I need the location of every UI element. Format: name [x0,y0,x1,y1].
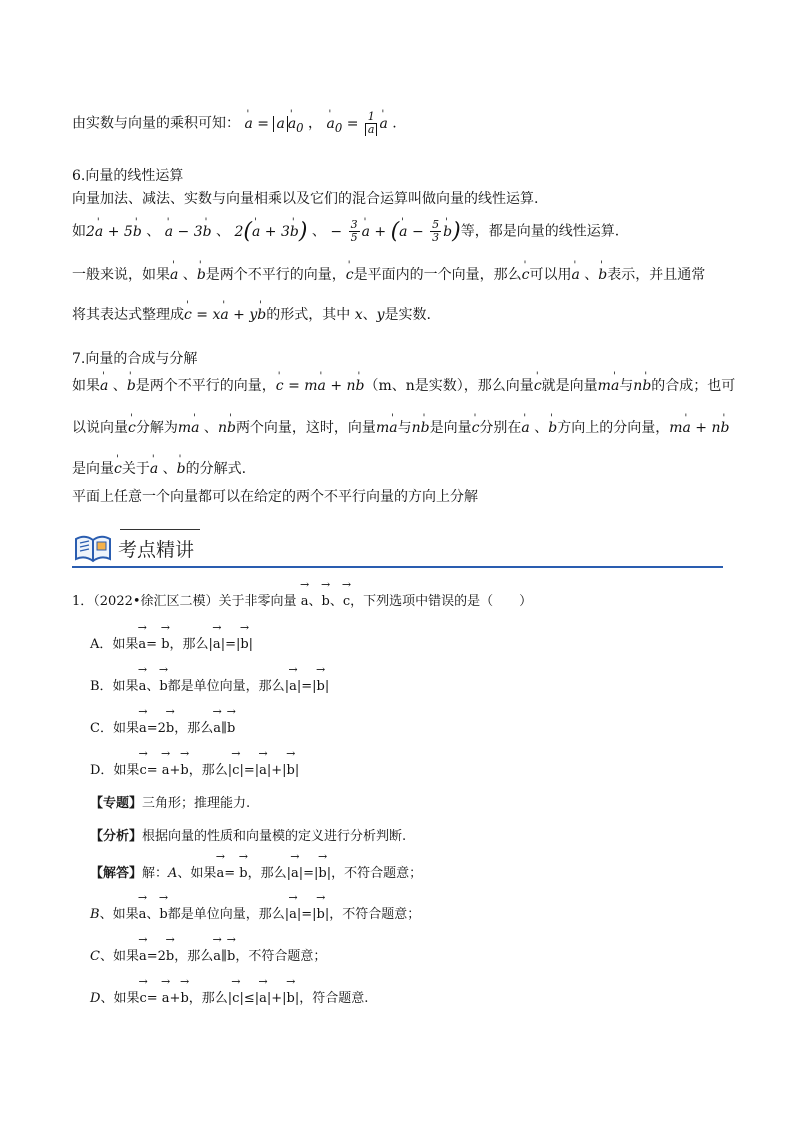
section7-line3: 是向量' c关于' a 、' b的分解式. [72,459,246,479]
section-header-title: 考点精讲 [118,539,195,561]
answer-b: B、如果→ a、→ b都是单位向量，那么|→ a|=|→ b|，不符合题意； [90,903,420,925]
topic-line: 【专题】三角形；推理能力. [90,796,251,811]
option-a: A．如果→ a= → b，那么|→ a|=|→ b| [90,633,253,655]
section6-para2: 将其表达式整理成' c = x' a + y' b的形式，其中 x、y是实数. [72,305,431,325]
section7-title: 7.向量的合成与分解 [72,351,198,367]
answer-d: D、如果→ c= → a+→ b，那么|→ c|≤|→ a|+|→ b|，符合题意. [90,987,368,1009]
answer-c: C、如果→ a=2→ b，那么→ a∥→ b，不符合题意； [90,945,326,967]
section6-examples: 如2' a + 5' b 、 ' a − 3' b 、 2(' a + 3' b) 、 − $\frac{3}{5}$ ' a + (' a − $\frac{5}{3}$ ' b)等，都是向量的线性运算. [72,219,619,244]
section6-title: 6.向量的线性运算 [72,168,184,184]
answer-a: 【解答】解：A、如果→ a= → b，那么|→ a|=|→ b|，不符合题意； [90,862,422,884]
section7-line4: 平面上任意一个向量都可以在给定的两个不平行向量的方向上分解 [72,489,478,505]
header-top-rule [120,529,200,530]
section7-line2: 以说向量' c分解为m' a 、n' b两个向量，这时，向量m' a与n' b是向量' c分别在' a 、' b方向上的分向量，m' a + n' b [72,418,729,438]
header-underline [72,566,723,568]
question-stem: 1．（2022•徐汇区二模）关于非零向量 → a、→ b、→ c，下列选项中错误的是（ ） [72,590,532,612]
section6-para1: 一般来说，如果' a 、' b是两个不平行的向量，' c是平面内的一个向量，那么' c可以用' a 、' b表示，并且通常 [72,265,705,285]
analysis-line: 【分析】根据向量的性质和向量模的定义进行分析判断. [90,829,407,844]
option-d: D．如果→ c= → a+→ b，那么|→ c|=|→ a|+|→ b| [90,759,299,781]
section7-line1: 如果' a 、' b是两个不平行的向量，' c = m' a + n' b（m、n是实数），那么向量' c就是向量m' a与n' b的合成；也可 [72,376,735,396]
section6-desc: 向量加法、减法、实数与向量相乘以及它们的混合运算叫做向量的线性运算. [72,191,539,207]
formula-a0: ' $a_0$ = $\frac{1}{a}$ ' a [327,116,388,132]
formula-a-abs: ' a = a' $a_0$ [244,116,303,132]
option-b: B．如果→ a、→ b都是单位向量，那么|→ a|=|→ b| [90,675,329,697]
product-line: 由实数与向量的乘积可知： ' a = a' $a_0$ ， ' $a_0$ = $\frac{1}{a}$ ' a . [72,111,397,137]
option-c: C．如果→ a=2→ b，那么→ a∥→ b [90,717,235,739]
book-icon [73,531,113,565]
